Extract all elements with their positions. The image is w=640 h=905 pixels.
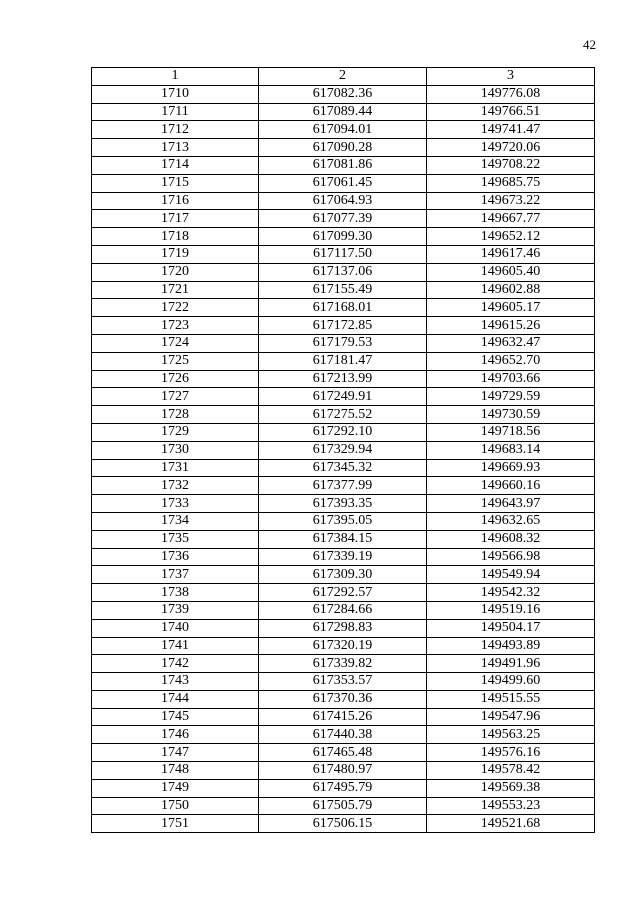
table-row [92, 762, 595, 780]
table-cell: 149602.88 [427, 281, 595, 299]
table-cell: 1727 [92, 388, 259, 406]
table-cell: 1724 [92, 334, 259, 352]
table-cell: 1743 [92, 673, 259, 691]
table-cell: 1721 [92, 281, 259, 299]
table-cell: 617077.39 [259, 210, 427, 228]
table-cell: 149708.22 [427, 156, 595, 174]
table-row [92, 228, 595, 246]
table-cell: 1751 [92, 815, 259, 833]
table-cell: 1711 [92, 103, 259, 121]
table-row [92, 263, 595, 281]
table-row [92, 797, 595, 815]
table-cell: 617099.30 [259, 228, 427, 246]
table-row [92, 690, 595, 708]
table-cell: 1731 [92, 459, 259, 477]
table-cell: 149683.14 [427, 441, 595, 459]
table-cell: 149504.17 [427, 619, 595, 637]
table-cell: 617213.99 [259, 370, 427, 388]
table-cell: 1733 [92, 495, 259, 513]
table-cell: 617309.30 [259, 566, 427, 584]
table-cell: 617090.28 [259, 139, 427, 157]
table-row [92, 423, 595, 441]
table-cell: 1710 [92, 85, 259, 103]
table-cell: 1738 [92, 584, 259, 602]
table-cell: 149569.38 [427, 779, 595, 797]
table-cell: 149493.89 [427, 637, 595, 655]
table-cell: 149718.56 [427, 423, 595, 441]
table-row [92, 406, 595, 424]
table-cell: 617384.15 [259, 530, 427, 548]
table-cell: 617345.32 [259, 459, 427, 477]
table-cell: 149563.25 [427, 726, 595, 744]
table-cell: 617089.44 [259, 103, 427, 121]
table-cell: 1720 [92, 263, 259, 281]
table-cell: 149519.16 [427, 601, 595, 619]
table-row [92, 619, 595, 637]
table-row [92, 655, 595, 673]
table-cell: 617064.93 [259, 192, 427, 210]
table-row [92, 566, 595, 584]
table-cell: 1736 [92, 548, 259, 566]
table-cell: 149549.94 [427, 566, 595, 584]
table-cell: 149491.96 [427, 655, 595, 673]
coordinates-table [91, 67, 595, 833]
table-cell: 1717 [92, 210, 259, 228]
table-row [92, 779, 595, 797]
table-row [92, 334, 595, 352]
table-cell: 1734 [92, 512, 259, 530]
table-cell: 1716 [92, 192, 259, 210]
table-cell: 617370.36 [259, 690, 427, 708]
table-row [92, 299, 595, 317]
table-cell: 1737 [92, 566, 259, 584]
table-cell: 617081.86 [259, 156, 427, 174]
table-cell: 617155.49 [259, 281, 427, 299]
column-header: 2 [259, 68, 427, 86]
table-cell: 149673.22 [427, 192, 595, 210]
table-row [92, 121, 595, 139]
table-cell: 149652.70 [427, 352, 595, 370]
table-cell: 617082.36 [259, 85, 427, 103]
table-cell: 617284.66 [259, 601, 427, 619]
table-cell: 149632.47 [427, 334, 595, 352]
table-cell: 1740 [92, 619, 259, 637]
table-cell: 617298.83 [259, 619, 427, 637]
table-cell: 617465.48 [259, 744, 427, 762]
table-cell: 1722 [92, 299, 259, 317]
table-cell: 149643.97 [427, 495, 595, 513]
table-row [92, 673, 595, 691]
table-cell: 617395.05 [259, 512, 427, 530]
table-cell: 149547.96 [427, 708, 595, 726]
table-cell: 617249.91 [259, 388, 427, 406]
table-row [92, 459, 595, 477]
table-row [92, 441, 595, 459]
table-row [92, 584, 595, 602]
table-cell: 1750 [92, 797, 259, 815]
table-cell: 617440.38 [259, 726, 427, 744]
table-cell: 149576.16 [427, 744, 595, 762]
table-row [92, 210, 595, 228]
table-cell: 149521.68 [427, 815, 595, 833]
table-row [92, 548, 595, 566]
table-row [92, 477, 595, 495]
table-row [92, 174, 595, 192]
table-cell: 1718 [92, 228, 259, 246]
page-number: 42 [583, 37, 596, 52]
table-cell: 617275.52 [259, 406, 427, 424]
table-cell: 617320.19 [259, 637, 427, 655]
table-cell: 617181.47 [259, 352, 427, 370]
table-row [92, 601, 595, 619]
table-row [92, 708, 595, 726]
table-cell: 1723 [92, 317, 259, 335]
table-cell: 149566.98 [427, 548, 595, 566]
table-cell: 617117.50 [259, 245, 427, 263]
table-body [92, 85, 595, 832]
table-row [92, 317, 595, 335]
table-cell: 149720.06 [427, 139, 595, 157]
table-cell: 1748 [92, 762, 259, 780]
table-cell: 1745 [92, 708, 259, 726]
table-cell: 149515.55 [427, 690, 595, 708]
table-cell: 1713 [92, 139, 259, 157]
table-cell: 149605.40 [427, 263, 595, 281]
table-cell: 149632.65 [427, 512, 595, 530]
table-cell: 1742 [92, 655, 259, 673]
table-row [92, 139, 595, 157]
table-cell: 149741.47 [427, 121, 595, 139]
table-cell: 617292.57 [259, 584, 427, 602]
table-cell: 617505.79 [259, 797, 427, 815]
table-cell: 617339.82 [259, 655, 427, 673]
column-header: 3 [427, 68, 595, 86]
table-row [92, 192, 595, 210]
table-cell: 617480.97 [259, 762, 427, 780]
table-cell: 1726 [92, 370, 259, 388]
table-cell: 617292.10 [259, 423, 427, 441]
table-row [92, 370, 595, 388]
table-cell: 617415.26 [259, 708, 427, 726]
table-row [92, 156, 595, 174]
table-cell: 617377.99 [259, 477, 427, 495]
table-cell: 617329.94 [259, 441, 427, 459]
table-cell: 149685.75 [427, 174, 595, 192]
table-row [92, 245, 595, 263]
table-cell: 617353.57 [259, 673, 427, 691]
table-cell: 149608.32 [427, 530, 595, 548]
table-cell: 1749 [92, 779, 259, 797]
table-cell: 617495.79 [259, 779, 427, 797]
table-cell: 149703.66 [427, 370, 595, 388]
table-cell: 1741 [92, 637, 259, 655]
table-cell: 617137.06 [259, 263, 427, 281]
table-cell: 1715 [92, 174, 259, 192]
table-row [92, 530, 595, 548]
table-cell: 149667.77 [427, 210, 595, 228]
table-cell: 617506.15 [259, 815, 427, 833]
table-cell: 617061.45 [259, 174, 427, 192]
table-cell: 149730.59 [427, 406, 595, 424]
table-cell: 149669.93 [427, 459, 595, 477]
table-cell: 149660.16 [427, 477, 595, 495]
table-row [92, 744, 595, 762]
table-cell: 1729 [92, 423, 259, 441]
table-row [92, 495, 595, 513]
table-cell: 1719 [92, 245, 259, 263]
column-header: 1 [92, 68, 259, 86]
table-cell: 149553.23 [427, 797, 595, 815]
table-row [92, 85, 595, 103]
table-cell: 617172.85 [259, 317, 427, 335]
table-cell: 1746 [92, 726, 259, 744]
table-cell: 1744 [92, 690, 259, 708]
table-cell: 1735 [92, 530, 259, 548]
table-row [92, 512, 595, 530]
table-cell: 617179.53 [259, 334, 427, 352]
table-cell: 149499.60 [427, 673, 595, 691]
table-row [92, 388, 595, 406]
table-cell: 1747 [92, 744, 259, 762]
table-row [92, 103, 595, 121]
table-cell: 1730 [92, 441, 259, 459]
table-cell: 149615.26 [427, 317, 595, 335]
table-row [92, 726, 595, 744]
table-cell: 1714 [92, 156, 259, 174]
table-cell: 149729.59 [427, 388, 595, 406]
table-cell: 617393.35 [259, 495, 427, 513]
table-row [92, 637, 595, 655]
table-cell: 1732 [92, 477, 259, 495]
table-header-row [92, 68, 595, 86]
table-cell: 149605.17 [427, 299, 595, 317]
table-cell: 1712 [92, 121, 259, 139]
table-cell: 149542.32 [427, 584, 595, 602]
table-cell: 149578.42 [427, 762, 595, 780]
table-cell: 149617.46 [427, 245, 595, 263]
table-row [92, 281, 595, 299]
table-cell: 617094.01 [259, 121, 427, 139]
table-cell: 617168.01 [259, 299, 427, 317]
table-cell: 1739 [92, 601, 259, 619]
table-cell: 149776.08 [427, 85, 595, 103]
table-cell: 149652.12 [427, 228, 595, 246]
table-row [92, 815, 595, 833]
table-cell: 1728 [92, 406, 259, 424]
table-cell: 617339.19 [259, 548, 427, 566]
table-cell: 1725 [92, 352, 259, 370]
table-cell: 149766.51 [427, 103, 595, 121]
table-row [92, 352, 595, 370]
